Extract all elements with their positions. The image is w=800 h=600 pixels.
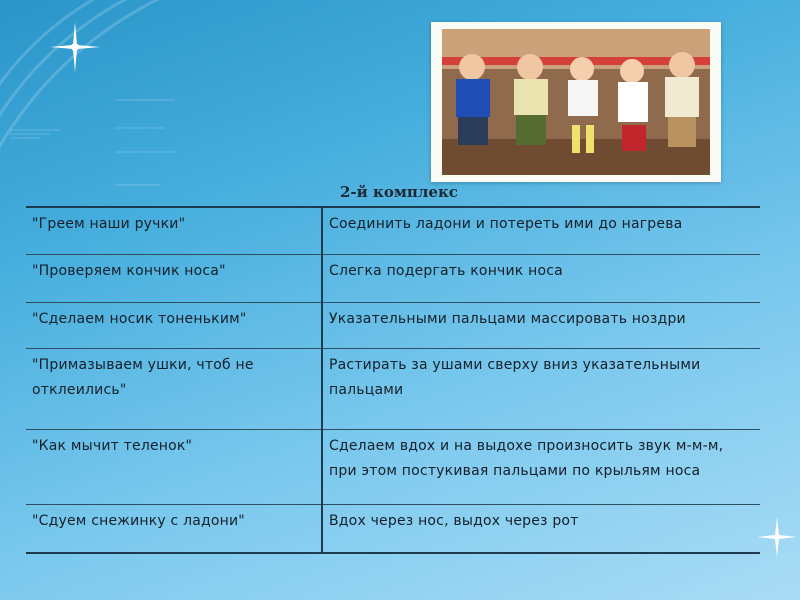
exercise-description: Вдох через нос, выдох через рот (329, 512, 579, 529)
exercise-description: Сделаем вдох и на выдохе произносить звук м-м-м, при этом постукивая пальцами по крыльям носа (329, 437, 724, 479)
exercise-description: Соединить ладони и потереть ими до нагрева (329, 216, 683, 232)
photo-frame (431, 22, 721, 182)
exercise-name: "Греем наши ручки" (26, 207, 322, 254)
sparkle-icon (757, 517, 797, 557)
table-row (26, 207, 760, 254)
exercise-description: Растирать за ушами сверху вниз указательными пальцами (329, 356, 701, 398)
table-row (26, 302, 760, 348)
table-row (26, 254, 760, 302)
exercise-description: Слегка подергать кончик носа (329, 262, 563, 279)
sparkle-icon (50, 22, 100, 72)
exercise-name: "Примазываем ушки, чтоб не отклеились" (26, 348, 322, 429)
table-row (26, 429, 760, 504)
exercise-name: "Как мычит теленок" (26, 429, 322, 504)
exercise-description: Указательными пальцами массировать ноздри (329, 310, 686, 327)
table-row (26, 348, 760, 429)
exercise-name: "Сдуем снежинку с ладони" (26, 504, 322, 553)
exercise-name: "Сделаем носик тоненьким" (26, 302, 322, 348)
table-row (26, 504, 760, 553)
exercise-table (26, 206, 760, 554)
page-title: 2-й комплекс (340, 183, 458, 201)
children-photo (442, 29, 710, 175)
exercise-name: "Проверяем кончик носа" (26, 254, 322, 302)
